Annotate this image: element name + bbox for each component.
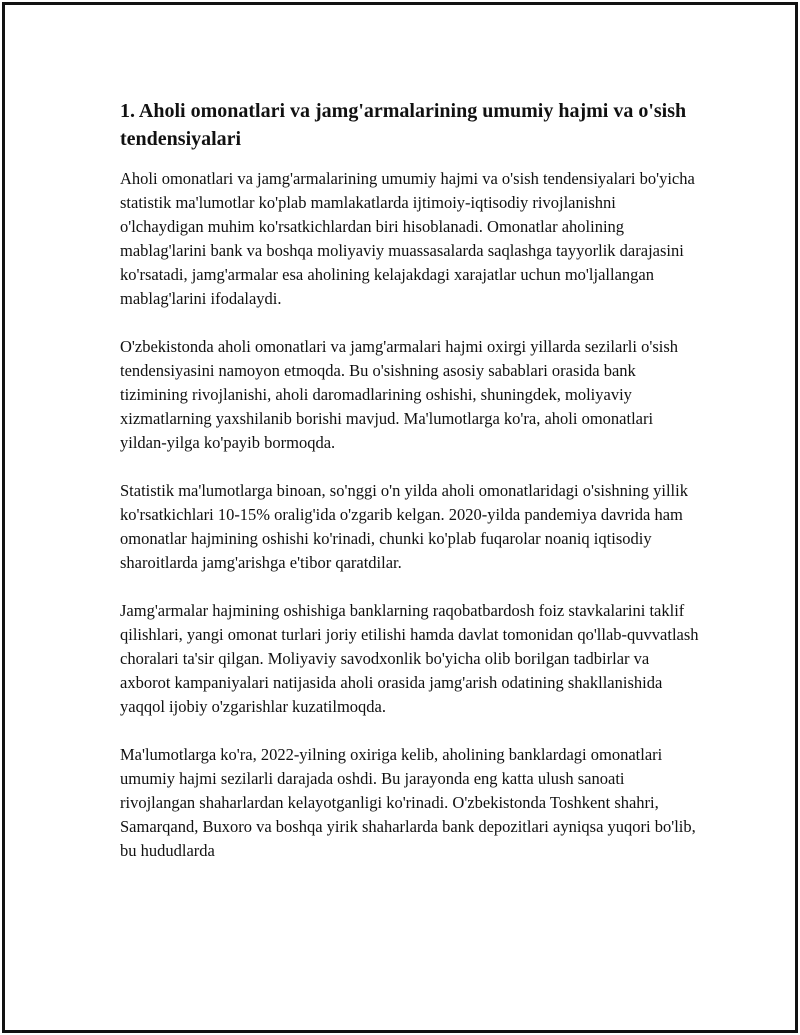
paragraph-4: Jamg'armalar hajmining oshishiga banklarning raqobatbardosh foiz stavkalarini taklif qilishlari, yangi omonat turlari joriy etilishi hamda davlat tomonidan qo'llab-quvvatlash choralari ta'sir qilgan. Moliyaviy savodxonlik bo'yicha olib borilgan tadbirlar va axborot kampaniyalari natijasida aholi orasida jamg'arish odatining shakllanishida yaqqol ijobiy o'zgarishlar kuzatilmoqda. [120, 601, 699, 716]
paragraph-2: O'zbekistonda aholi omonatlari va jamg'armalari hajmi oxirgi yillarda sezilarli o'sish tendensiyasini namoyon etmoqda. Bu o'sishning asosiy sabablari orasida bank tizimining rivojlanishi, aholi daromadlarining oshishi, shuningdek, moliyaviy xizmatlarning yaxshilanib borishi mavjud. Ma'lumotlarga ko'ra, aholi omonatlari yildan-yilga ko'payib bormoqda. [120, 337, 679, 452]
document-body [120, 97, 700, 887]
paragraph-1: Aholi omonatlari va jamg'armalarining umumiy hajmi va o'sish tendensiyalari bo'yicha statistik ma'lumotlar ko'plab mamlakatlarda ijtimoiy-iqtisodiy rivojlanishni o'lchaydigan muhim ko'rsatkichlardan biri hisoblanadi. Omonatlar aholining mablag'larini bank va boshqa moliyaviy muassasalarda saqlashga tayyorlik darajasini ko'rsatadi, jamg'armalar esa aholining kelajakdagi xarajatlar uchun mo'ljallangan mablag'larini ifodalaydi. [120, 169, 695, 308]
paragraph-5: Ma'lumotlarga ko'ra, 2022-yilning oxiriga kelib, aholining banklardagi omonatlari umumiy hajmi sezilarli darajada oshdi. Bu jarayonda eng katta ulush sanoati rivojlangan shaharlardan kelayotganligi ko'rinadi. O'zbekistonda Toshkent shahri, Samarqand, Buxoro va boshqa yirik shaharlarda bank depozitlari ayniqsa yuqori bo'lib, bu hududlarda [120, 745, 696, 860]
paragraph-3: Statistik ma'lumotlarga binoan, so'nggi o'n yilda aholi omonatlaridagi o'sishning yillik ko'rsatkichlari 10-15% oralig'ida o'zgarib kelgan. 2020-yilda pandemiya davrida ham omonatlar hajmining oshishi ko'rinadi, chunki ko'plab fuqarolar noaniq iqtisodiy sharoitlarda jamg'arishga e'tibor qaratdilar. [120, 481, 688, 572]
page-frame [2, 2, 798, 1033]
section-heading: 1. Aholi omonatlari va jamg'armalarining umumiy hajmi va o'sish tendensiyalari [120, 100, 687, 150]
